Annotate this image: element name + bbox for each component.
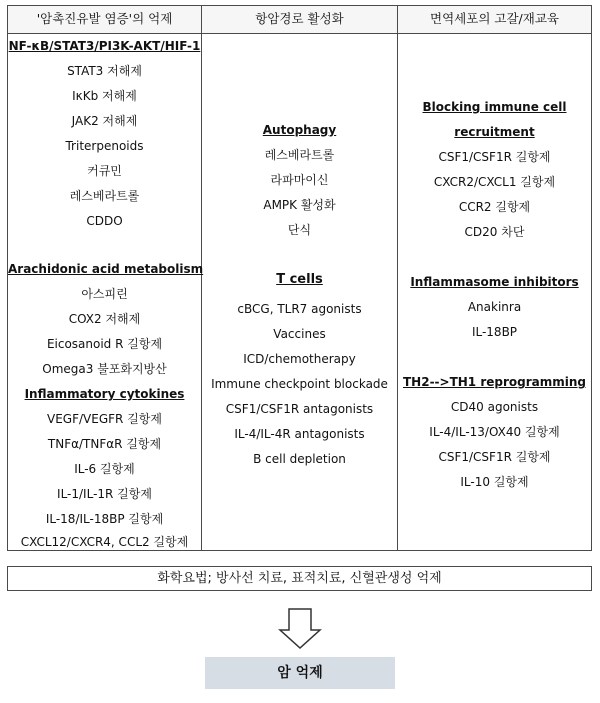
list-item: STAT3 저해제 bbox=[67, 64, 142, 78]
list-item: Omega3 불포화지방산 bbox=[42, 362, 167, 376]
list-item: Vaccines bbox=[273, 327, 326, 341]
column-inflammation-suppression bbox=[8, 6, 202, 550]
column-anticancer-pathway bbox=[202, 6, 398, 550]
column-header: '암촉진유발 염증'의 억제 bbox=[8, 6, 201, 34]
list-item: 레스베라트롤 bbox=[69, 189, 140, 203]
list-item: CXCR2/CXCL1 길항제 bbox=[433, 175, 556, 189]
list-item: 레스베라트롤 bbox=[264, 148, 335, 162]
list-item: 라파마이신 bbox=[270, 173, 329, 187]
list-item: cBCG, TLR7 agonists bbox=[237, 302, 362, 316]
list-item: CD20 차단 bbox=[464, 225, 525, 239]
subheading: TH2-->TH1 reprogramming bbox=[402, 375, 587, 389]
list-item: CD40 agonists bbox=[450, 400, 539, 414]
column-header: 면역세포의 고갈/재교육 bbox=[398, 6, 591, 34]
subheading: Autophagy bbox=[262, 123, 337, 137]
list-item: JAK2 저해제 bbox=[71, 114, 138, 128]
list-item: VEGF/VEGFR 길항제 bbox=[47, 412, 162, 426]
conventional-therapy-box: 화학요법; 방사선 치료, 표적치료, 신혈관생성 억제 bbox=[7, 566, 592, 591]
list-item: CSF1/CSF1R 길항제 bbox=[438, 450, 551, 464]
list-item: B cell depletion bbox=[253, 452, 346, 466]
subheading: Inflammatory cytokines bbox=[24, 387, 185, 401]
list-item: Triterpenoids bbox=[65, 139, 144, 153]
list-item: IL-4/IL-4R antagonists bbox=[234, 427, 365, 441]
subheading: Inflammasome inhibitors bbox=[410, 275, 579, 289]
column-immune-depletion bbox=[398, 6, 591, 550]
list-item: CXCL12/CXCR4, CCL2 길항제 bbox=[20, 535, 189, 549]
list-item: IL-10 길항제 bbox=[460, 475, 529, 489]
column-header: 항암경로 활성화 bbox=[202, 6, 397, 34]
list-item: IL-6 길항제 bbox=[74, 462, 135, 476]
list-item: IL-18/IL-18BP 길항제 bbox=[45, 512, 164, 526]
list-item: CSF1/CSF1R 길항제 bbox=[438, 150, 551, 164]
list-item: IL-1/IL-1R 길항제 bbox=[57, 487, 152, 501]
main-table bbox=[7, 5, 592, 551]
subheading: Blocking immune cell bbox=[422, 100, 567, 114]
subheading: Arachidonic acid metabolism bbox=[8, 262, 204, 276]
list-item: 커큐민 bbox=[87, 164, 122, 178]
list-item: 아스피린 bbox=[81, 287, 128, 301]
list-item: CSF1/CSF1R antagonists bbox=[225, 402, 374, 416]
list-item: IL-4/IL-13/OX40 길항제 bbox=[429, 425, 560, 439]
list-item: Eicosanoid R 길항제 bbox=[46, 337, 163, 351]
subheading: T cells bbox=[276, 272, 323, 287]
subheading: recruitment bbox=[454, 125, 535, 139]
list-item: TNFα/TNFαR 길항제 bbox=[47, 437, 162, 451]
list-item: 단식 bbox=[287, 223, 312, 237]
list-item: AMPK 활성화 bbox=[263, 198, 336, 212]
subheading: NF-κB/STAT3/PI3K-AKT/HIF-1 bbox=[8, 39, 201, 53]
list-item: CCR2 길항제 bbox=[458, 200, 531, 214]
list-item: COX2 저해제 bbox=[68, 312, 141, 326]
list-item: Anakinra bbox=[467, 300, 522, 314]
list-item: CDDO bbox=[86, 214, 123, 228]
list-item: IL-18BP bbox=[471, 325, 518, 339]
result-box: 암 억제 bbox=[205, 657, 395, 689]
down-arrow-icon bbox=[278, 608, 322, 650]
list-item: IκKb 저해제 bbox=[72, 89, 137, 103]
list-item: Immune checkpoint blockade bbox=[211, 377, 388, 391]
list-item: ICD/chemotherapy bbox=[243, 352, 356, 366]
